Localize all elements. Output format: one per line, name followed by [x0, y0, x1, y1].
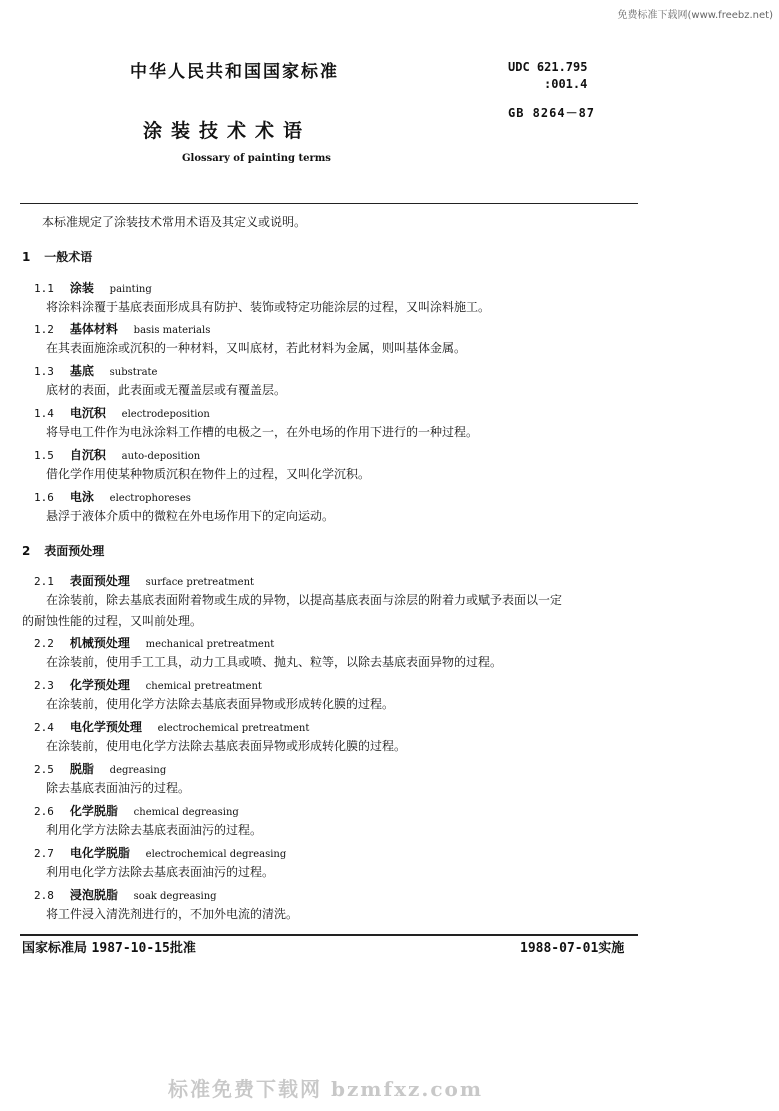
- term-english: electrophoreses: [109, 493, 191, 504]
- section-title: 一般术语: [44, 250, 93, 264]
- term-1-3: [34, 362, 157, 379]
- intro-text: 本标准规定了涂装技术常用术语及其定义或说明。: [42, 215, 307, 229]
- term-chinese: 浸泡脱脂: [69, 888, 118, 902]
- term-definition: 除去基底表面油污的过程。: [46, 781, 191, 795]
- section-number: 2: [22, 544, 31, 558]
- document-title: 涂装技术术语: [143, 120, 312, 142]
- term-number: 2.3: [34, 679, 54, 692]
- header-divider: [20, 203, 638, 204]
- term-english: auto-deposition: [121, 451, 201, 462]
- term-definition-continued: 的耐蚀性能的过程，又叫前处理。: [22, 614, 203, 628]
- term-number: 2.7: [34, 847, 54, 860]
- term-english: soak degreasing: [133, 891, 217, 902]
- term-1-2: [34, 320, 210, 337]
- term-definition: 利用化学方法除去基底表面油污的过程。: [46, 823, 263, 837]
- term-english: electrodeposition: [121, 409, 210, 420]
- term-number: 1.4: [34, 407, 54, 420]
- term-1-1: [34, 279, 152, 296]
- footer-divider: [20, 934, 638, 936]
- udc-code: [508, 59, 587, 93]
- term-chinese: 电沉积: [69, 406, 106, 420]
- term-number: 1.3: [34, 365, 54, 378]
- term-2-8: [34, 886, 217, 903]
- term-chinese: 基底: [69, 364, 94, 378]
- approval-date: 1987-10-15: [91, 941, 170, 956]
- term-english: degreasing: [109, 765, 167, 776]
- term-definition: 在涂装前，除去基底表面附着物或生成的异物，以提高基底表面与涂层的附着力或赋予表面以一定: [46, 593, 563, 607]
- term-number: 2.6: [34, 805, 54, 818]
- term-definition: 将工件浸入清洗剂进行的，不加外电流的清洗。: [46, 907, 299, 921]
- term-number: 2.2: [34, 637, 54, 650]
- term-definition: 在涂装前，使用电化学方法除去基底表面异物或形成转化膜的过程。: [46, 739, 407, 753]
- term-definition: 在涂装前，使用手工工具，动力工具或喷、抛丸、粒等，以除去基底表面异物的过程。: [46, 655, 503, 669]
- term-english: mechanical pretreatment: [145, 639, 275, 650]
- term-number: 1.1: [34, 282, 54, 295]
- top-watermark: 免费标准下载网(www.freebz.net): [617, 10, 773, 21]
- document-subtitle: Glossary of painting terms: [182, 153, 331, 164]
- term-chinese: 化学脱脂: [69, 804, 118, 818]
- term-english: surface pretreatment: [145, 577, 255, 588]
- term-number: 2.5: [34, 763, 54, 776]
- term-number: 2.8: [34, 889, 54, 902]
- term-chinese: 基体材料: [69, 322, 118, 336]
- implementation-label: 实施: [598, 941, 625, 956]
- term-1-4: [34, 404, 210, 421]
- term-definition: 将涂料涂覆于基底表面形成具有防护、装饰或特定功能涂层的过程，又叫涂料施工。: [46, 300, 491, 314]
- approval-label: 批准: [169, 941, 196, 956]
- term-2-1: [34, 572, 254, 589]
- term-chinese: 自沉积: [69, 448, 106, 462]
- term-english: chemical degreasing: [133, 807, 239, 818]
- term-definition: 利用电化学方法除去基底表面油污的过程。: [46, 865, 275, 879]
- term-definition: 在其表面施涂或沉积的一种材料，又叫底材，若此材料为金属，则叫基体金属。: [46, 341, 467, 355]
- section-title: 表面预处理: [44, 544, 105, 558]
- term-number: 2.1: [34, 575, 54, 588]
- term-definition: 在涂装前，使用化学方法除去基底表面异物或形成转化膜的过程。: [46, 697, 395, 711]
- term-number: 1.6: [34, 491, 54, 504]
- term-number: 1.2: [34, 323, 54, 336]
- bottom-watermark: 标准免费下载网 bzmfxz.com: [168, 1077, 483, 1101]
- section-number: 1: [22, 250, 31, 264]
- term-chinese: 电泳: [69, 490, 94, 504]
- term-english: basis materials: [133, 325, 211, 336]
- term-english: electrochemical pretreatment: [157, 723, 310, 734]
- implementation-line: [520, 937, 624, 956]
- term-chinese: 涂装: [69, 281, 94, 295]
- implementation-date: 1988-07-01: [520, 941, 599, 956]
- term-definition: 底材的表面，此表面或无覆盖层或有覆盖层。: [46, 383, 287, 397]
- issuer: 国家标准局: [22, 941, 88, 956]
- approval-line: [22, 937, 196, 956]
- term-english: electrochemical degreasing: [145, 849, 287, 860]
- term-english: chemical pretreatment: [145, 681, 262, 692]
- term-number: 2.4: [34, 721, 54, 734]
- standard-title: 中华人民共和国国家标准: [130, 62, 339, 82]
- term-english: substrate: [109, 367, 158, 378]
- section-2-heading: [22, 542, 104, 559]
- term-definition: 借化学作用使某种物质沉积在物件上的过程，又叫化学沉积。: [46, 467, 371, 481]
- term-chinese: 电化学预处理: [69, 720, 142, 734]
- term-2-2: [34, 634, 274, 651]
- term-1-5: [34, 446, 200, 463]
- term-chinese: 化学预处理: [69, 678, 130, 692]
- term-chinese: 机械预处理: [69, 636, 130, 650]
- udc-line-2: :001.4: [544, 77, 588, 91]
- term-chinese: 表面预处理: [69, 574, 130, 588]
- section-1-heading: [22, 248, 92, 265]
- term-number: 1.5: [34, 449, 54, 462]
- term-definition: 将导电工件作为电泳涂料工作槽的电极之一，在外电场的作用下进行的一种过程。: [46, 425, 479, 439]
- term-chinese: 脱脂: [69, 762, 94, 776]
- gb-number: GB 8264－87: [508, 106, 596, 120]
- term-2-4: [34, 718, 309, 735]
- term-2-5: [34, 760, 166, 777]
- term-1-6: [34, 488, 191, 505]
- udc-line-1: UDC 621.795: [508, 60, 588, 74]
- term-english: painting: [109, 284, 152, 295]
- term-2-6: [34, 802, 239, 819]
- term-chinese: 电化学脱脂: [69, 846, 130, 860]
- term-2-3: [34, 676, 262, 693]
- term-definition: 悬浮于液体介质中的微粒在外电场作用下的定向运动。: [46, 509, 335, 523]
- term-2-7: [34, 844, 286, 861]
